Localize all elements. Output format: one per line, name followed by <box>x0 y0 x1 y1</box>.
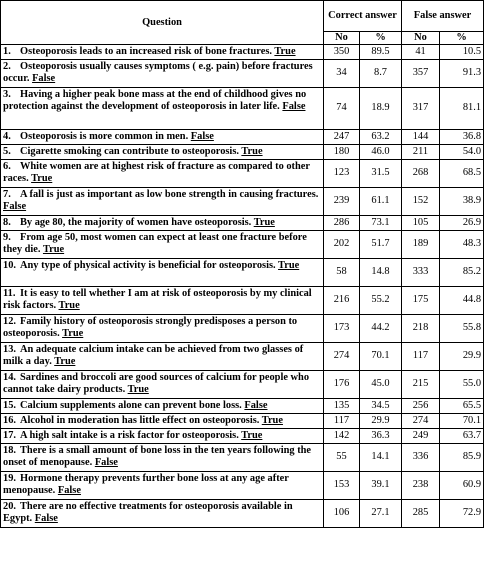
correct-no-cell: 55 <box>324 443 360 471</box>
question-text: Having a higher peak bone mass at the end of childhood gives no protection against the development of osteoporosis in later life. <box>3 88 307 112</box>
question-text: An adequate calcium intake can be achieved from two glasses of milk a day. <box>3 343 304 367</box>
question-cell <box>1 286 324 314</box>
false-pct-cell: 63.7 <box>440 428 484 443</box>
correct-pct-cell: 18.9 <box>360 87 402 129</box>
question-cell <box>1 59 324 87</box>
correct-no-cell: 176 <box>324 370 360 398</box>
answer-key: False <box>34 512 58 524</box>
correct-pct-cell: 73.1 <box>360 215 402 230</box>
table-row <box>1 144 484 159</box>
false-pct-cell: 48.3 <box>440 230 484 258</box>
false-pct-cell: 60.9 <box>440 471 484 499</box>
false-answer-header: False answer <box>402 1 484 32</box>
question-number: 19. <box>3 472 16 484</box>
false-pct-cell: 38.9 <box>440 187 484 215</box>
false-no-cell: 152 <box>402 187 440 215</box>
correct-no-cell: 106 <box>324 499 360 527</box>
question-cell <box>1 499 324 527</box>
question-text: Osteoporosis usually causes symptoms ( e.g. pain) before fractures occur. <box>3 60 313 84</box>
table-row <box>1 45 484 60</box>
header-row <box>1 1 484 32</box>
question-cell <box>1 428 324 443</box>
false-no-cell: 285 <box>402 499 440 527</box>
correct-pct-cell: 55.2 <box>360 286 402 314</box>
question-text: From age 50, most women can expect at least one fracture before they die. <box>3 231 307 255</box>
false-pct-cell: 70.1 <box>440 413 484 428</box>
question-number: 7. <box>3 188 11 200</box>
correct-pct-cell: 46.0 <box>360 144 402 159</box>
answer-key: True <box>127 383 149 395</box>
correct-pct-cell: 70.1 <box>360 342 402 370</box>
correct-no-cell: 239 <box>324 187 360 215</box>
question-cell <box>1 413 324 428</box>
correct-pct-cell: 39.1 <box>360 471 402 499</box>
question-number: 8. <box>3 216 11 228</box>
correct-pct-cell: 45.0 <box>360 370 402 398</box>
answer-key: True <box>54 355 76 367</box>
answer-key: False <box>57 484 81 496</box>
table-row <box>1 499 484 527</box>
table-row <box>1 258 484 286</box>
false-pct-cell: 36.8 <box>440 129 484 144</box>
question-cell <box>1 87 324 129</box>
question-number: 3. <box>3 88 11 100</box>
false-no-cell: 218 <box>402 314 440 342</box>
correct-no-cell: 173 <box>324 314 360 342</box>
false-pct-cell: 65.5 <box>440 398 484 413</box>
question-cell <box>1 342 324 370</box>
table-row <box>1 428 484 443</box>
correct-pct-cell: 31.5 <box>360 159 402 187</box>
answer-key: True <box>241 429 263 441</box>
question-cell <box>1 314 324 342</box>
table-row <box>1 87 484 129</box>
question-cell <box>1 129 324 144</box>
question-cell <box>1 144 324 159</box>
false-no-cell: 144 <box>402 129 440 144</box>
question-text: White women are at highest risk of fracture as compared to other races. <box>3 160 310 184</box>
false-no-cell: 105 <box>402 215 440 230</box>
false-no-cell: 117 <box>402 342 440 370</box>
correct-pct-cell: 51.7 <box>360 230 402 258</box>
correct-no-cell: 274 <box>324 342 360 370</box>
false-pct-cell: 54.0 <box>440 144 484 159</box>
table-row <box>1 187 484 215</box>
correct-pct-cell: 34.5 <box>360 398 402 413</box>
correct-pct-cell: 89.5 <box>360 45 402 60</box>
false-no-cell: 317 <box>402 87 440 129</box>
question-text: Family history of osteoporosis strongly predisposes a person to osteoporosis. <box>3 315 298 339</box>
false-no-cell: 238 <box>402 471 440 499</box>
question-text: Hormone therapy prevents further bone loss at any age after menopause. <box>3 472 289 496</box>
question-number: 14. <box>3 371 16 383</box>
correct-pct-cell: 61.1 <box>360 187 402 215</box>
question-text: Osteoporosis leads to an increased risk of bone fractures. <box>20 46 272 57</box>
correct-answer-header: Correct answer <box>324 1 402 32</box>
question-cell <box>1 370 324 398</box>
question-number: 18. <box>3 444 16 456</box>
answer-key: True <box>253 216 275 228</box>
false-pct-cell: 85.2 <box>440 258 484 286</box>
table-row <box>1 129 484 144</box>
table-row <box>1 443 484 471</box>
correct-no-cell: 142 <box>324 428 360 443</box>
answer-key: True <box>278 259 300 271</box>
false-no-cell: 175 <box>402 286 440 314</box>
question-cell <box>1 187 324 215</box>
correct-no-cell: 202 <box>324 230 360 258</box>
false-pct-cell: 10.5 <box>440 45 484 60</box>
false-pct-cell: 85.9 <box>440 443 484 471</box>
correct-no-cell: 34 <box>324 59 360 87</box>
table-row <box>1 413 484 428</box>
question-number: 13. <box>3 343 16 355</box>
question-cell <box>1 443 324 471</box>
table-row <box>1 314 484 342</box>
question-number: 1. <box>3 46 11 57</box>
correct-pct-cell: 44.2 <box>360 314 402 342</box>
correct-no-cell: 74 <box>324 87 360 129</box>
correct-no-cell: 350 <box>324 45 360 60</box>
question-text: Any type of physical activity is beneficial for osteoporosis. <box>20 259 276 271</box>
answer-key: True <box>31 172 53 184</box>
false-pct-cell: 55.8 <box>440 314 484 342</box>
correct-pct-cell: 27.1 <box>360 499 402 527</box>
answer-key: False <box>244 399 268 411</box>
answer-key: False <box>282 100 306 112</box>
question-text: A high salt intake is a risk factor for osteoporosis. <box>20 429 239 441</box>
correct-no-cell: 58 <box>324 258 360 286</box>
question-number: 17. <box>3 429 16 441</box>
question-number: 12. <box>3 315 16 327</box>
false-no-cell: 268 <box>402 159 440 187</box>
question-number: 5. <box>3 145 11 157</box>
question-number: 2. <box>3 60 11 72</box>
false-pct-cell: 44.8 <box>440 286 484 314</box>
answer-key: True <box>62 327 84 339</box>
table-row <box>1 398 484 413</box>
false-pct-cell: 91.3 <box>440 59 484 87</box>
question-cell <box>1 230 324 258</box>
false-pct-header: % <box>440 32 484 45</box>
correct-no-cell: 123 <box>324 159 360 187</box>
false-pct-cell: 81.1 <box>440 87 484 129</box>
answer-key: True <box>261 414 283 426</box>
question-cell <box>1 398 324 413</box>
question-number: 20. <box>3 500 16 512</box>
question-text: A fall is just as important as low bone strength in causing fractures. <box>20 188 319 200</box>
question-text: It is easy to tell whether I am at risk of osteoporosis by my clinical risk factors. <box>3 287 312 311</box>
false-no-cell: 336 <box>402 443 440 471</box>
correct-no-cell: 180 <box>324 144 360 159</box>
answer-key: False <box>190 130 214 142</box>
correct-no-cell: 286 <box>324 215 360 230</box>
correct-no-cell: 153 <box>324 471 360 499</box>
question-header: Question <box>1 1 324 45</box>
correct-pct-cell: 36.3 <box>360 428 402 443</box>
question-cell <box>1 159 324 187</box>
false-pct-cell: 26.9 <box>440 215 484 230</box>
false-no-cell: 189 <box>402 230 440 258</box>
question-number: 4. <box>3 130 11 142</box>
false-no-cell: 249 <box>402 428 440 443</box>
table-row <box>1 215 484 230</box>
table-row <box>1 230 484 258</box>
false-no-cell: 41 <box>402 45 440 60</box>
table-row <box>1 59 484 87</box>
false-no-cell: 333 <box>402 258 440 286</box>
false-no-header: No <box>402 32 440 45</box>
question-cell <box>1 45 324 60</box>
false-pct-cell: 72.9 <box>440 499 484 527</box>
correct-pct-cell: 8.7 <box>360 59 402 87</box>
question-cell <box>1 471 324 499</box>
correct-pct-cell: 14.8 <box>360 258 402 286</box>
table-row <box>1 159 484 187</box>
false-pct-cell: 55.0 <box>440 370 484 398</box>
question-text: There are no effective treatments for osteoporosis available in Egypt. <box>3 500 293 524</box>
question-text: Osteoporosis is more common in men. <box>20 130 189 142</box>
question-text: Calcium supplements alone can prevent bone loss. <box>20 399 242 411</box>
correct-no-header: No <box>324 32 360 45</box>
question-text: There is a small amount of bone loss in the ten years following the onset of menopause. <box>3 444 312 468</box>
false-no-cell: 357 <box>402 59 440 87</box>
correct-pct-header: % <box>360 32 402 45</box>
answer-key: False <box>32 72 56 84</box>
answer-key: False <box>94 456 118 468</box>
question-number: 6. <box>3 160 11 172</box>
question-text: By age 80, the majority of women have osteoporosis. <box>20 216 252 228</box>
question-text: Sardines and broccoli are good sources of calcium for people who cannot take dairy products. <box>3 371 310 395</box>
false-no-cell: 256 <box>402 398 440 413</box>
question-number: 16. <box>3 414 16 426</box>
question-number: 11. <box>3 287 16 299</box>
correct-no-cell: 247 <box>324 129 360 144</box>
false-no-cell: 211 <box>402 144 440 159</box>
question-number: 15. <box>3 399 16 411</box>
correct-pct-cell: 63.2 <box>360 129 402 144</box>
false-pct-cell: 29.9 <box>440 342 484 370</box>
table-row <box>1 286 484 314</box>
correct-no-cell: 135 <box>324 398 360 413</box>
question-cell <box>1 258 324 286</box>
answer-key: True <box>42 243 65 255</box>
answer-key: False <box>3 200 27 212</box>
correct-no-cell: 216 <box>324 286 360 314</box>
question-text: Cigarette smoking can contribute to osteoporosis. <box>20 145 239 157</box>
table-row <box>1 370 484 398</box>
correct-no-cell: 117 <box>324 413 360 428</box>
false-no-cell: 274 <box>402 413 440 428</box>
question-number: 9. <box>3 231 11 243</box>
answer-key: True <box>241 145 263 157</box>
answer-key: True <box>58 299 80 311</box>
false-no-cell: 215 <box>402 370 440 398</box>
question-cell <box>1 215 324 230</box>
false-pct-cell: 68.5 <box>440 159 484 187</box>
table-row <box>1 342 484 370</box>
question-number: 10. <box>3 259 16 271</box>
correct-pct-cell: 14.1 <box>360 443 402 471</box>
answer-key: True <box>274 46 296 57</box>
table-row <box>1 471 484 499</box>
question-text: Alcohol in moderation has little effect on osteoporosis. <box>20 414 260 426</box>
correct-pct-cell: 29.9 <box>360 413 402 428</box>
